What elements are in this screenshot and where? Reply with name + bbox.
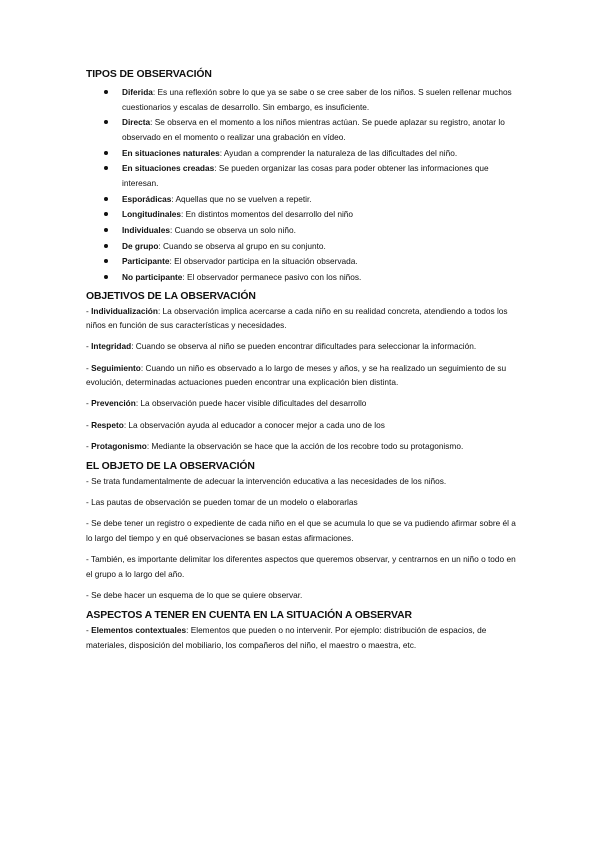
item-term: Respeto (91, 419, 124, 430)
tipos-list (86, 85, 522, 285)
item-prefix: - (86, 419, 92, 430)
item-text: : Elementos que pueden o no intervenir. Por ejemplo: distribución de espacios, de materiales, disposición del mobiliario, los compañeros del niño, el maestro o maestra, etc. (86, 625, 487, 650)
list-item (86, 254, 522, 269)
item-text: : Se observa en el momento a los niños mientras actúan. Se puede aplazar su registro, anotar lo observado en el momento o realizar una grabación en vídeo. (122, 117, 505, 142)
list-item (86, 192, 522, 207)
document-content (86, 68, 522, 659)
item-prefix: - (86, 305, 92, 316)
list-item (86, 270, 522, 285)
item-text: : Mediante la observación se hace que la acción de los recobre todo su protagonismo. (146, 440, 464, 451)
item-prefix: - (86, 341, 92, 352)
item-prefix: - (86, 362, 92, 373)
item-prefix: - (86, 440, 92, 451)
item-text: : La observación puede hacer visible dificultades del desarrollo (135, 398, 367, 409)
item-term: Individualización (91, 305, 158, 316)
item-term: Longitudinales (122, 209, 181, 220)
item-prefix: - (86, 625, 92, 635)
list-item (86, 207, 522, 222)
section-title-objetivos: OBJETIVOS DE LA OBSERVACIÓN (86, 290, 256, 302)
item-term: Protagonismo (91, 440, 147, 451)
item-term: Diferida (122, 87, 153, 97)
paragraph: - Las pautas de observación se pueden tomar de un modelo o elaborarlas (86, 497, 358, 508)
list-item (86, 146, 522, 161)
list-item (86, 223, 522, 238)
item-term: Integridad (91, 341, 132, 352)
item-text: : Es una reflexión sobre lo que ya se sabe o se cree saber de los niños. S suelen rellenar muchos cuestionarios y escalas de desarrollo. Sin embargo, es insuficiente. (122, 87, 512, 112)
item-text: : El observador participa en la situación observada. (169, 256, 358, 267)
item-text: : Ayudan a comprender la naturaleza de las dificultades del niño. (219, 147, 458, 158)
item-term: Participante (122, 256, 170, 267)
item-term: Directa (122, 117, 151, 128)
item-term: No participante (122, 271, 183, 282)
item-term: Esporádicas (122, 193, 172, 204)
item-term: Seguimiento (91, 362, 141, 373)
item-text: : Aquellas que no se vuelven a repetir. (171, 193, 312, 204)
list-item (86, 161, 522, 190)
item-text: : Cuando se observa al niño se pueden encontrar dificultades para seleccionar la información. (131, 341, 477, 352)
section-title-aspectos: ASPECTOS A TENER EN CUENTA EN LA SITUACIÓN A OBSERVAR (86, 610, 412, 621)
paragraph (86, 439, 522, 454)
paragraph (86, 396, 522, 411)
paragraph: - Se trata fundamentalmente de adecuar la intervención educativa a las necesidades de los niños. (86, 475, 447, 486)
item-text: : La observación ayuda al educador a conocer mejor a cada uno de los (123, 419, 385, 430)
item-text: : Cuando se observa un solo niño. (169, 224, 296, 235)
paragraph (86, 339, 522, 354)
paragraph: - Se debe hacer un esquema de lo que se quiere observar. (86, 589, 303, 600)
paragraph: - También, es importante delimitar los diferentes aspectos que queremos observar, y centrarnos en un niño o todo en el grupo a lo largo del año. (86, 554, 516, 579)
item-text: : La observación implica acercarse a cada niño en su realidad concreta, atendiendo a todos los niños en función de sus características y necesidades. (86, 305, 508, 331)
paragraph (86, 304, 522, 333)
list-item (86, 115, 522, 144)
paragraph (86, 418, 522, 433)
item-term: De grupo (122, 240, 159, 251)
item-term: En situaciones creadas (122, 163, 215, 174)
item-term: Elementos contextuales (91, 625, 187, 635)
section-title-objeto: EL OBJETO DE LA OBSERVACIÓN (86, 460, 255, 472)
item-text: : En distintos momentos del desarrollo del niño (181, 209, 354, 220)
item-text: : Cuando se observa al grupo en su conjunto. (158, 240, 326, 251)
paragraph (86, 361, 522, 390)
item-term: Prevención (91, 398, 136, 409)
item-term: Individuales (122, 224, 170, 235)
item-text: : El observador permanece pasivo con los niños. (182, 271, 362, 282)
item-prefix: - (86, 398, 92, 409)
list-item (86, 85, 522, 114)
list-item (86, 239, 522, 254)
item-text: : Cuando un niño es observado a lo largo de meses y años, y se ha realizado un seguimiento de su evolución, determinadas actuaciones pueden encontrar una explicación bien distinta. (86, 362, 507, 388)
paragraph: - Se debe tener un registro o expediente de cada niño en el que se acumula lo que se va pudiendo afirmar sobre él a lo largo del tiempo y en qué observaciones se basan estas afirmaciones. (86, 518, 516, 543)
paragraph (86, 623, 522, 652)
item-term: En situaciones naturales (122, 147, 220, 158)
item-text: : Se pueden organizar las cosas para poder obtener las informaciones que interesan. (122, 163, 489, 188)
section-title-tipos: TIPOS DE OBSERVACIÓN (86, 69, 212, 80)
